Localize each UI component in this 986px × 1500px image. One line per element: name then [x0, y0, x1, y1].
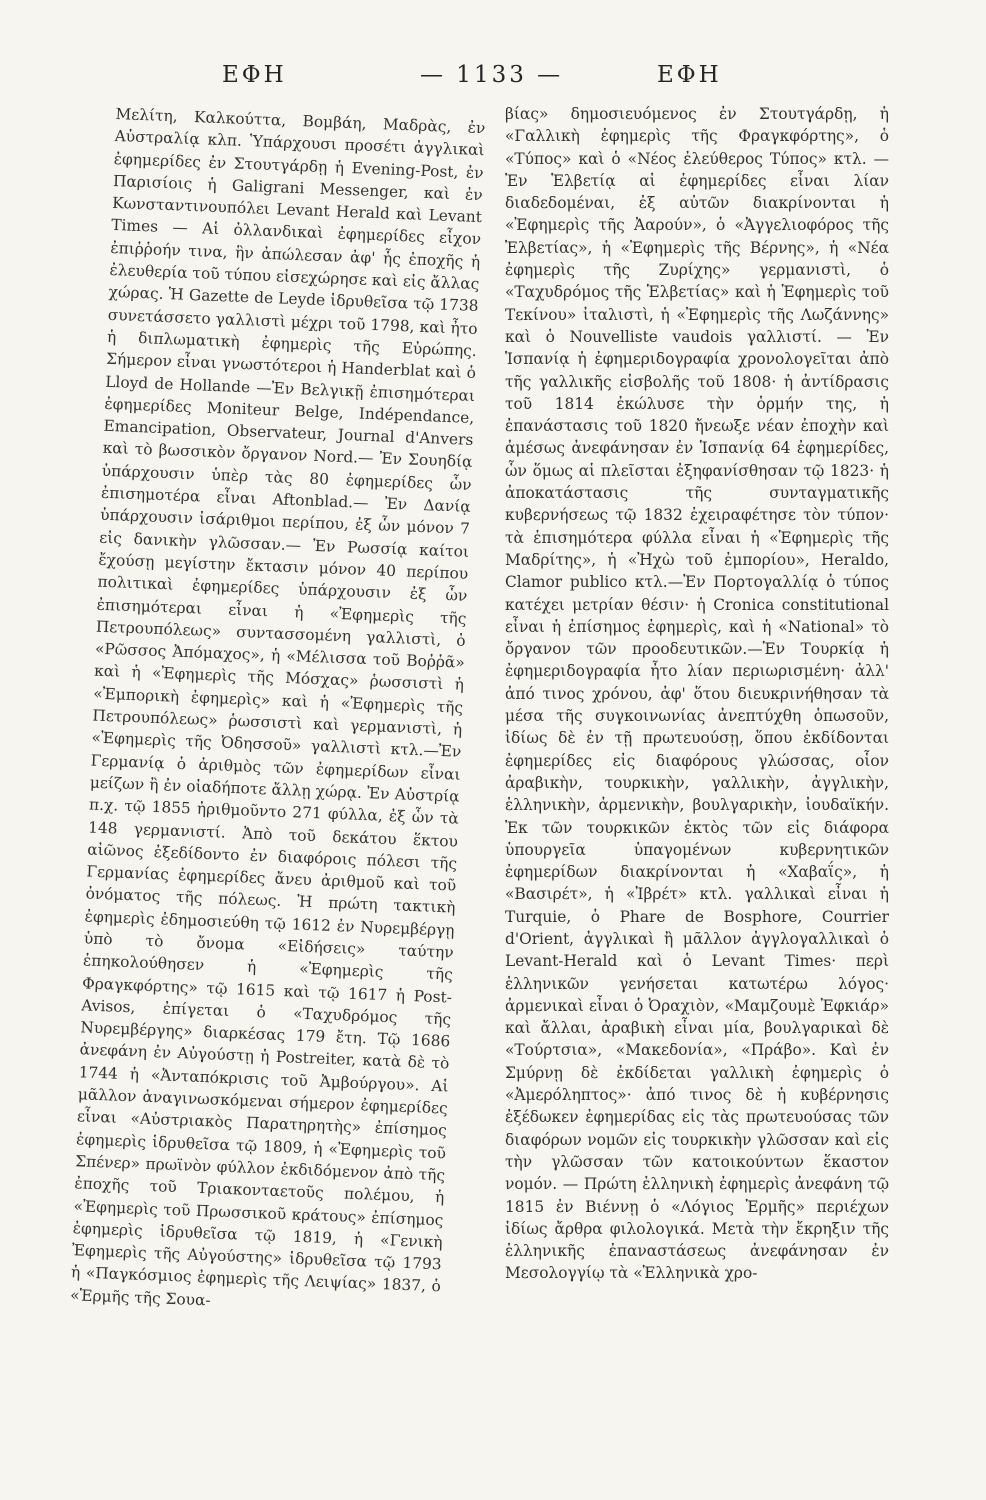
right-column-text: βίας» δημοσιευόμενος ἐν Στουτγάρδῃ, ἡ «Γαλλικὴ ἐφημερὶς τῆς Φραγκφόρτης», ὁ «Τύπος» καὶ ὁ «Νέος ἐλεύθερος Τύπος» κτλ. — Ἐν Ἑλβετίᾳ αἱ ἐφημερίδες εἶναι λίαν διαδεδομέναι, ἐξ αὐτῶν διακρίνονται ἡ «Ἐφημερὶς τῆς Ἀαρούν», ὁ «Ἀγγελιοφόρος τῆς Ἑλβετίας», ἡ «Ἐφημερὶς τῆς Βέρνης», ἡ «Νέα ἐφημερὶς τῆς Ζυρίχης» γερμανιστὶ, ὁ «Ταχυδρόμος τῆς Ἑλβετίας» καὶ ἡ Ἐφημερὶς τοῦ Τεκίνου» ἰταλιστὶ, ἡ «Ἐφημερὶς τῆς Λωζάννης» καὶ ὁ Nouvelliste vaudois γαλλιστί. — Ἐν Ἱσπανίᾳ ἡ ἐφημεριδογραφία χρονολογεῖται ἀπὸ τῆς γαλλικῆς εἰσβολῆς τοῦ 1808· ἡ ἀντίδρασις τοῦ 1814 ἐκώλυσε τὴν ὁρμήν της, ἡ ἐπανάστασις τοῦ 1820 ἤνεωξε νέαν ἐποχὴν καὶ ἀμέσως ἀνεφάνησαν ἐν Ἱσπανίᾳ 64 ἐφημερίδες, ὧν ὅμως αἱ πλεῖσται ἐξηφανίσθησαν τῷ 1823· ἡ ἀποκατάστασις τῆς συνταγματικῆς κυβερνήσεως τῷ 1832 ἐχειραφέτησε τὸν τύπον· τὰ ἐπισημότερα φύλλα εἶναι ἡ «Ἐφημερὶς τῆς Μαδρίτης», ἡ «Ἠχὼ τοῦ ἐμπορίου», Heraldo, Clamor publico κτλ.—Ἐν Πορτογαλλίᾳ ὁ τύπος κατέχει μετρίαν θέσιν· ἡ Cronica constitutional εἶναι ἡ ἐπίσημος ἐφημερὶς, καὶ ἡ «National» τὸ ὄργανον τῶν προοδευτικῶν.—Ἐν Τουρκίᾳ ἡ ἐφημεριδογραφία ἦτο λίαν περιωρισμένη· ἀλλ' ἀπό τινος χρόνου, ἀφ' ὅτου διευκρινήθησαν τὰ μέσα τῆς συγκοινωνίας ἀνεπτύχθη ὁπωσοῦν, ἰδίως δὲ ἐν τῇ πρωτευούσῃ, ὅπου ἐκδίδονται ἐφημερίδες εἰς διαφόρους γλώσσας, οἷον ἀραβικὴν, τουρκικὴν, γαλλικὴν, ἀγγλικὴν, ἑλληνικὴν, ἀρμενικὴν, βουλγαρικὴν, ἰουδαϊκήν. Ἐκ τῶν τουρκικῶν ἐκτὸς τῶν εἰς διάφορα ὑπουργεῖα ὑπαγομένων κυβερνητικῶν ἐφημερίδων διακρίνονται ἡ «Χαβαΐς», ἡ «Βασιρέτ», ἡ «Ἰβρέτ» κτλ. γαλλικαὶ εἶναι ἡ Turquie, ὁ Phare de Bosphore, Courrier d'Orient, ἀγγλικαὶ ἢ μᾶλλον ἀγγλογαλλικαὶ ὁ Levant-Herald καὶ ὁ Levant Times· περὶ ἑλληνικῶν γενήσεται κατωτέρω λόγος· ἀρμενικαὶ εἶναι ὁ Ὀραχιὸν, «Μαμζουμὲ Ἐφκιάρ» καὶ ἄλλαι, ἀραβικὴ εἶναι μία, βουλγαρικαὶ δὲ «Τούρτσια», «Μακεδονία», «Πράβο». Καὶ ἐν Σμύρνῃ δὲ ἐκδίδεται γαλλικὴ ἐφημερὶς ὁ «Ἀμερόληπτος»· ἀπό τινος δὲ ἡ κυβέρνησις ἐξέδωκεν ἐφημερίδας εἰς τὰς πρωτευούσας τῶν διαφόρων νομῶν εἰς τουρκικὴν γλῶσσαν καὶ εἰς τὴν γλῶσσαν τῶν κατοικούντων ἕκαστον νομόν. — Πρώτη ἑλληνικὴ ἐφημερὶς ἀνεφάνη τῷ 1815 ἐν Βιέννῃ ὁ «Λόγιος Ἑρμῆς» περιέχων ἰδίως ἄρθρα φιλολογικά. Μετὰ τὴν ἔκρηξιν τῆς ἑλληνικῆς ἐπαναστάσεως ἀνεφάνησαν ἐν Μεσολογγίῳ τὰ «Ἑλληνικὰ χρο- [505, 105, 889, 1283]
running-header [0, 62, 986, 98]
header-right-title: ΕΦΗ [657, 62, 722, 88]
page-number: — 1133 — [420, 62, 564, 88]
left-column-text: Μελίτη, Καλκούττα, Βομβάη, Μαδρὰς, ἐν Αὐστραλίᾳ κλπ. Ὑπάρχουσι προσέτι ἀγγλικαὶ ἐφημερίδες ἐν Στουτγάρδῃ ἡ Evening-Post, ἐν Παρισίοις ἡ Galigrani Messenger, καὶ ἐν Κωνσταντινουπόλει Levant Herald καὶ Levant Times — Αἱ ὀλλανδικαὶ ἐφημερίδες εἶχον ἐπιῤῥοήν τινα, ἣν ἀπώλεσαν ἀφ' ἧς ἐποχῆς ἡ ἐλευθερία τοῦ τύπου εἰσεχώρησε καὶ εἰς ἄλλας χώρας. Ἡ Gazette de Leyde ἱδρυθεῖσα τῷ 1738 συνετάσσετο γαλλιστὶ μέχρι τοῦ 1798, καὶ ἦτο ἡ διπλωματικὴ ἐφημερὶς τῆς Εὐρώπης. Σήμερον εἶναι γνωστότεροι ἡ Handerblat καὶ ὁ Lloyd de Hollande —Ἐν Βελγικῇ ἐπισημότεραι ἐφημερίδες Moniteur Belge, Indépendance, Emancipation, Observateur, Journal d'Anvers καὶ τὸ βωσσικὸν ὄργανον Nord.— Ἐν Σουηδίᾳ ὑπάρχουσιν ὑπὲρ τὰς 80 ἐφημερίδες ὧν ἐπισημοτέρα εἶναι Aftonblad.— Ἐν Δανίᾳ ὑπάρχουσιν ἰσάριθμοι περίπου, ἐξ ὧν μόνον 7 εἰς δανικὴν γλῶσσαν.— Ἐν Ρωσσίᾳ καίτοι ἔχούσῃ μεγίστην ἔκτασιν μόνον 40 περίπου πολιτικαὶ ἐφημερίδες ὑπάρχουσιν ἐξ ὧν ἐπισημότεραι εἶναι ἡ «Ἐφημερὶς τῆς Πετρουπόλεως» συντασσομένη γαλλιστὶ, ὁ «Ρῶσσος Ἀπόμαχος», ἡ «Μέλισσα τοῦ Βοῤῥᾶ» καὶ ἡ «Ἐφημερὶς τῆς Μόσχας» ῥωσσιστὶ ἡ «Ἐμπορικὴ ἐφημερὶς» καὶ ἡ «Ἐφημερὶς τῆς Πετρουπόλεως» ῥωσσιστὶ καὶ γερμανιστὶ, ἡ «Ἐφημερὶς τῆς Ὀδησσοῦ» γαλλιστὶ κτλ.—Ἐν Γερμανίᾳ ὁ ἀριθμὸς τῶν ἐφημερίδων εἶναι μείζων ἢ ἐν οἱαδήποτε ἄλλῃ χώρᾳ. Ἐν Αὐστρίᾳ π.χ. τῷ 1855 ἠριθμοῦντο 271 φύλλα, ἐξ ὧν τὰ 148 γερμανιστί. Ἀπὸ τοῦ δεκάτου ἕκτου αἰῶνος ἐξεδίδοντο ἐν διαφόροις πόλεσι τῆς Γερμανίας ἐφημερίδες ἄνευ ἀριθμοῦ καὶ τοῦ ὀνόματος τῆς πόλεως. Ἡ πρώτη τακτικὴ ἐφημερὶς ἐδημοσιεύθη τῷ 1612 ἐν Νυρεμβέργῃ ὑπὸ τὸ ὄνομα «Εἰδήσεις» ταύτην ἐπηκολούθησεν ἡ «Ἐφημερὶς τῆς Φραγκφόρτης» τῷ 1615 καὶ τῷ 1617 ἡ Post-Avisos, ἐπίγεται ὁ «Ταχυδρόμος τῆς Νυρεμβέργης» διαρκέσας 179 ἔτη. Τῷ 1686 ἀνεφάνη ἐν Αὐγούστῃ ἡ Postreiter, κατὰ δὲ τὸ 1744 ἡ «Ἀνταπόκρισις τοῦ Ἀμβούργου». Αἱ μᾶλλον ἀναγινωσκόμεναι σήμερον ἐφημερίδες εἶναι «Αὐστριακὸς Παρατηρητὴς» ἐπίσημος ἐφημερὶς ἱδρυθεῖσα τῷ 1809, ἡ «Ἐφημερὶς τοῦ Σπένερ» πρωϊνὸν φύλλον ἐκδιδόμενον ἀπὸ τῆς ἐποχῆς τοῦ Τριακονταετοῦς πολέμου, ἡ «Ἐφημερὶς τοῦ Πρωσσικοῦ κράτους» ἐπίσημος ἐφημερὶς ἱδρυθεῖσα τῷ 1819, ἡ «Γενικὴ Ἐφημερὶς τῆς Αὐγούστης» ἱδρυθεῖσα τῷ 1793 ἡ «Παγκόσμιος ἐφημερὶς τῆς Λειψίας» 1837, ὁ «Ἑρμῆς τῆς Σουα- [69, 104, 486, 1310]
header-left-title: ΕΦΗ [222, 62, 287, 88]
left-column [63, 103, 485, 1486]
right-column [505, 103, 889, 1473]
